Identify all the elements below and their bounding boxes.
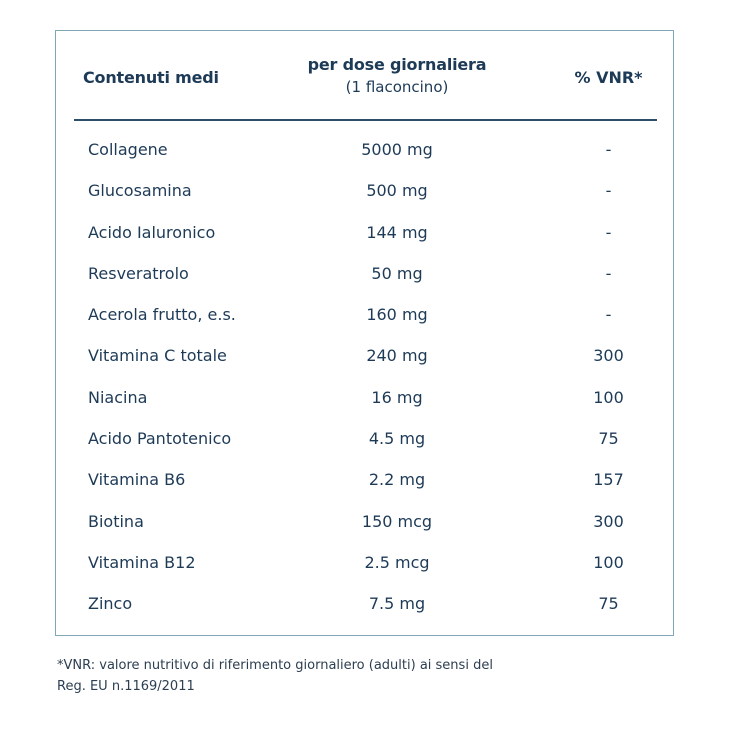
nutrient-vnr: - <box>605 222 612 242</box>
nutrient-dose: 4.5 mg <box>368 429 426 449</box>
nutrient-dose: 2.2 mg <box>368 470 426 490</box>
table-row <box>56 547 673 588</box>
nutrition-table <box>55 30 674 636</box>
nutrient-dose: 16 mg <box>371 387 423 407</box>
nutrient-vnr: 157 <box>593 470 624 490</box>
nutrient-name: Biotina <box>88 511 144 531</box>
header-dose-subtitle: (1 flaconcino) <box>345 78 449 96</box>
table-row <box>56 464 673 505</box>
header-dose-giornaliera <box>262 55 532 96</box>
header-dose-title: per dose giornaliera <box>307 55 487 74</box>
header-contenuti-medi: Contenuti medi <box>83 68 219 87</box>
nutrient-vnr: 75 <box>598 429 619 449</box>
nutrient-name: Vitamina C totale <box>88 346 227 366</box>
nutrient-name: Acerola frutto, e.s. <box>88 305 236 325</box>
nutrient-name: Acido Ialuronico <box>88 222 216 242</box>
table-row <box>56 299 673 340</box>
vnr-footnote <box>57 655 677 697</box>
nutrient-dose: 160 mg <box>366 305 428 325</box>
nutrient-vnr: - <box>605 305 612 325</box>
nutrient-vnr: 300 <box>593 511 624 531</box>
table-header <box>56 31 673 119</box>
table-row <box>56 217 673 258</box>
header-divider <box>74 119 657 121</box>
nutrient-name: Zinco <box>88 594 133 614</box>
nutrient-name: Acido Pantotenico <box>88 429 232 449</box>
nutrient-dose: 50 mg <box>371 263 423 283</box>
footnote-line-1: *VNR: valore nutritivo di riferimento giornaliero (adulti) ai sensi del <box>57 658 493 673</box>
nutrient-name: Vitamina B6 <box>88 470 186 490</box>
table-row <box>56 588 673 629</box>
nutrient-vnr: 75 <box>598 594 619 614</box>
nutrient-name: Niacina <box>88 387 148 407</box>
nutrient-vnr: - <box>605 181 612 201</box>
footnote-line-2: Reg. EU n.1169/2011 <box>57 679 195 694</box>
table-row <box>56 423 673 464</box>
nutrient-vnr: 100 <box>593 552 624 572</box>
nutrient-dose: 2.5 mcg <box>364 552 430 572</box>
nutrient-vnr: 100 <box>593 387 624 407</box>
header-vnr: % VNR* <box>574 68 643 87</box>
table-row <box>56 506 673 547</box>
nutrient-name: Collagene <box>88 140 168 159</box>
nutrient-name: Resveratrolo <box>88 263 189 283</box>
nutrient-dose: 240 mg <box>366 346 428 366</box>
table-row <box>56 134 673 175</box>
table-row <box>56 340 673 381</box>
nutrient-dose: 150 mcg <box>361 511 433 531</box>
table-row <box>56 382 673 423</box>
nutrient-dose: 7.5 mg <box>368 594 426 614</box>
table-body <box>56 134 673 630</box>
nutrient-vnr: - <box>605 140 612 159</box>
nutrient-dose: 5000 mg <box>361 140 433 159</box>
nutrient-dose: 144 mg <box>366 222 428 242</box>
nutrient-name: Glucosamina <box>88 181 192 201</box>
table-row <box>56 175 673 216</box>
nutrient-dose: 500 mg <box>366 181 428 201</box>
nutrient-vnr: - <box>605 263 612 283</box>
table-row <box>56 258 673 299</box>
nutrient-vnr: 300 <box>593 346 624 366</box>
nutrient-name: Vitamina B12 <box>88 552 196 572</box>
